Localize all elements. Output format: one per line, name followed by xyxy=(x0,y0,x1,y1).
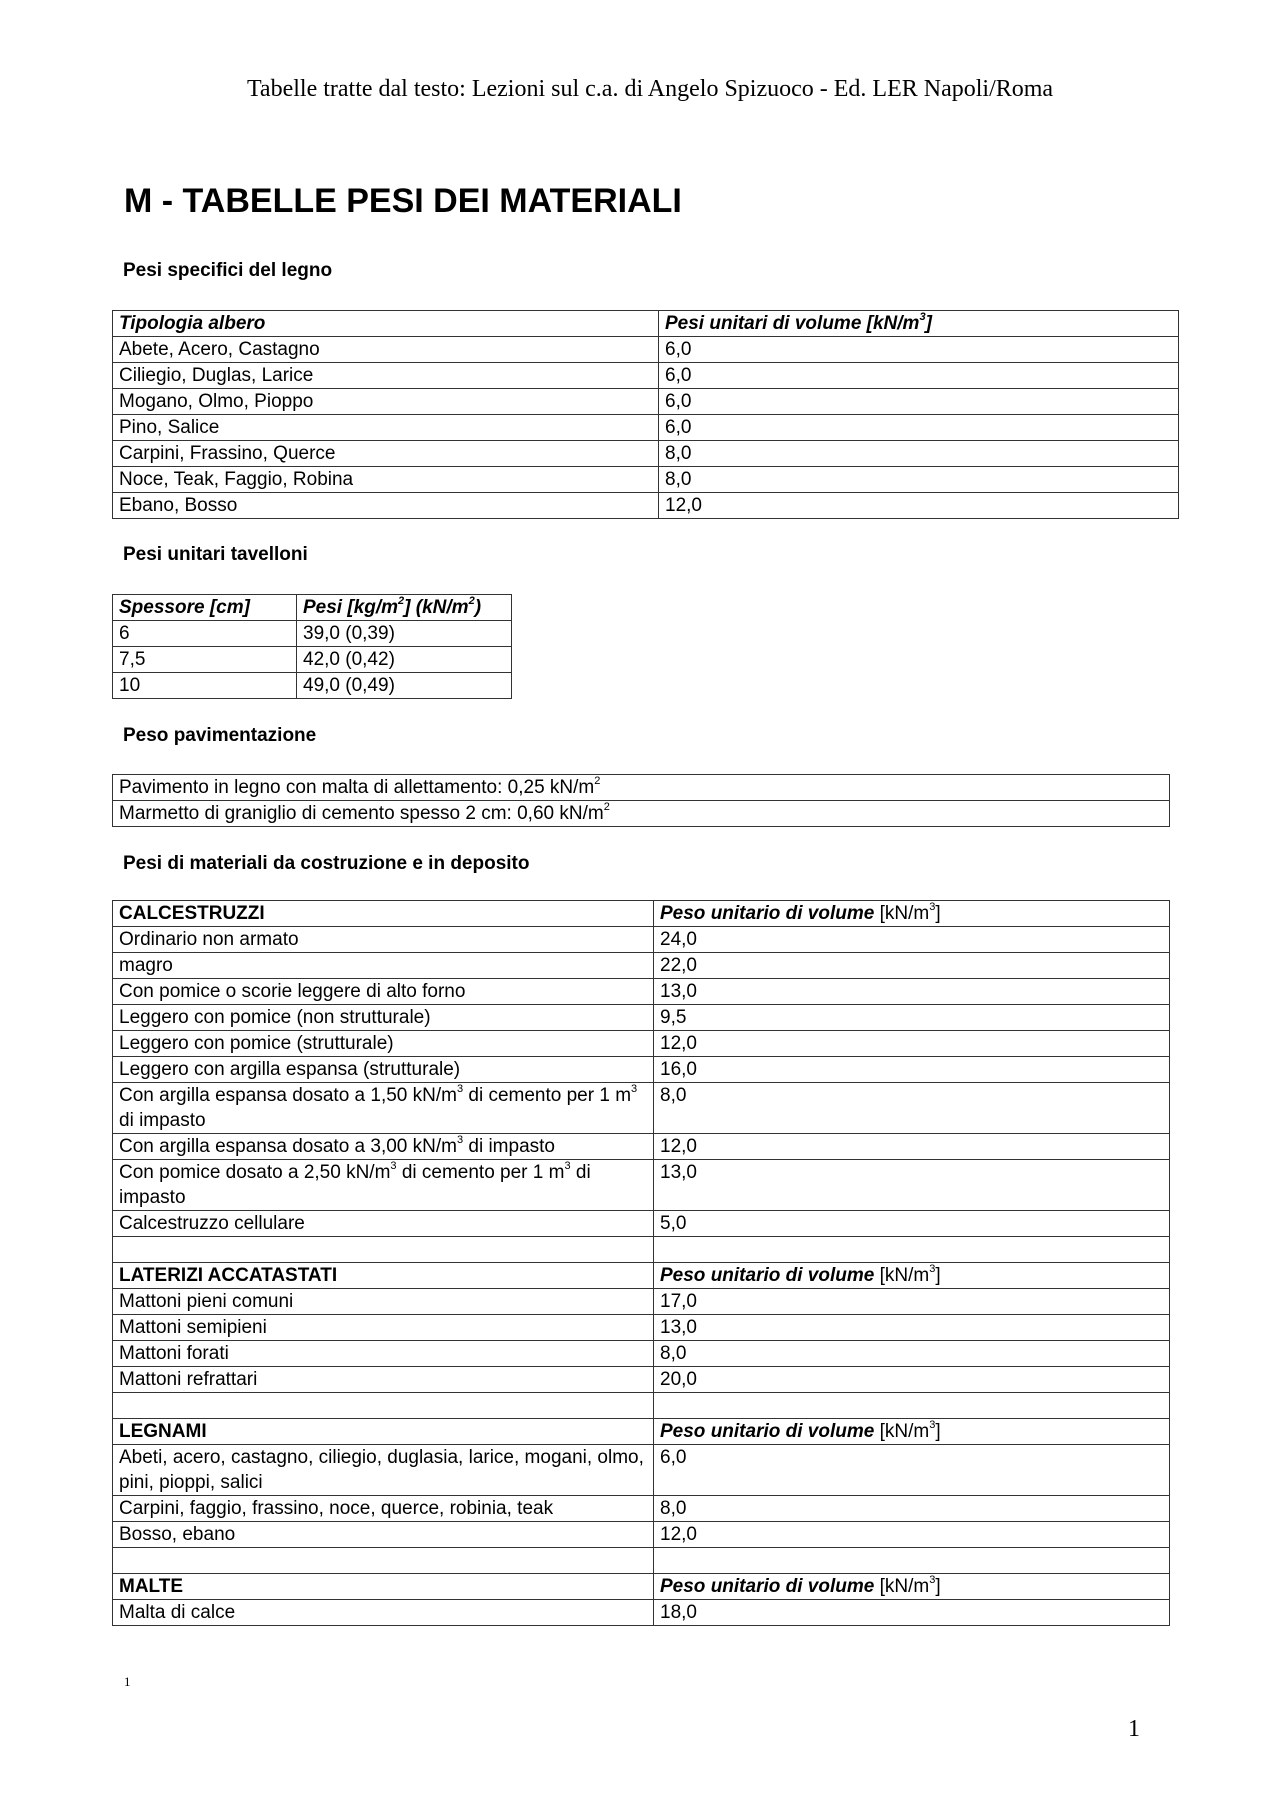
cell-text: Mogano, Olmo, Pioppo xyxy=(119,391,314,412)
table-row xyxy=(113,389,1179,415)
table-cell-value xyxy=(659,389,1179,415)
cell-text: Peso unitario di volume xyxy=(660,1421,875,1442)
superscript: 3 xyxy=(390,1160,397,1172)
table-cell-value xyxy=(654,901,1170,927)
table-cell-value xyxy=(654,1393,1170,1419)
table-row xyxy=(113,1445,1170,1496)
table-row xyxy=(113,1263,1170,1289)
superscript: 2 xyxy=(398,595,405,607)
table-cell-label xyxy=(113,801,1170,827)
table-cell-value xyxy=(659,363,1179,389)
table-cell-label xyxy=(113,647,297,673)
cell-text: Mattoni semipieni xyxy=(119,1317,267,1338)
table-row xyxy=(113,1134,1170,1160)
table-row xyxy=(113,1031,1170,1057)
table-row xyxy=(113,1237,1170,1263)
cell-text: Noce, Teak, Faggio, Robina xyxy=(119,469,354,490)
cell-text: Con pomice dosato a 2,50 kN/m xyxy=(119,1162,391,1183)
table-row xyxy=(113,337,1179,363)
cell-text: 8,0 xyxy=(665,443,692,464)
table-cell-label xyxy=(113,979,654,1005)
cell-text: magro xyxy=(119,955,173,976)
table-cell-value xyxy=(654,1574,1170,1600)
cell-text: di impasto xyxy=(119,1162,591,1208)
cell-text: 5,0 xyxy=(660,1213,687,1234)
table-cell-label xyxy=(113,1057,654,1083)
table-cell-label xyxy=(113,1083,654,1134)
cell-text: Pino, Salice xyxy=(119,417,220,438)
cell-text: Leggero con pomice (strutturale) xyxy=(119,1033,394,1054)
cell-text: 12,0 xyxy=(660,1033,697,1054)
cell-text: ) xyxy=(474,597,482,618)
table-cell-label xyxy=(113,1367,654,1393)
superscript: 2 xyxy=(603,801,610,813)
table-cell-value xyxy=(654,1600,1170,1626)
table-cell-label xyxy=(113,1289,654,1315)
table-cell-value xyxy=(654,1005,1170,1031)
table-cell-label xyxy=(113,1263,654,1289)
table-cell-label xyxy=(113,1548,654,1574)
cell-text: 13,0 xyxy=(660,981,697,1002)
table-row xyxy=(113,1419,1170,1445)
cell-text: Mattoni pieni comuni xyxy=(119,1291,294,1312)
cell-text: 39,0 (0,39) xyxy=(303,623,395,644)
table-cell-label xyxy=(113,311,659,337)
table-row xyxy=(113,927,1170,953)
cell-text: Pesi [kg/m xyxy=(303,597,399,618)
cell-text: Peso unitario di volume xyxy=(660,1576,875,1597)
table-row xyxy=(113,1522,1170,1548)
table-cell-label xyxy=(113,595,297,621)
table-row xyxy=(113,311,1179,337)
table-cell-label xyxy=(113,927,654,953)
running-header: Tabelle tratte dal testo: Lezioni sul c.a. di Angelo Spizuoco - Ed. LER Napoli/Roma xyxy=(246,76,1054,102)
table-cell-value xyxy=(297,673,512,699)
table-cell-label xyxy=(113,1031,654,1057)
cell-text: ] xyxy=(935,903,941,924)
superscript: 2 xyxy=(468,595,475,607)
cell-text: Con argilla espansa dosato a 1,50 kN/m xyxy=(119,1085,457,1106)
cell-text: di impasto xyxy=(463,1136,555,1157)
cell-text: 9,5 xyxy=(660,1007,687,1028)
cell-text: Peso unitario di volume xyxy=(660,1265,875,1286)
table-cell-value xyxy=(654,1134,1170,1160)
cell-text: 8,0 xyxy=(660,1343,687,1364)
cell-text: Mattoni forati xyxy=(119,1343,229,1364)
table-cell-value xyxy=(654,1522,1170,1548)
superscript: 3 xyxy=(929,901,936,913)
table-cell-label xyxy=(113,389,659,415)
table-row xyxy=(113,1057,1170,1083)
table-cell-label xyxy=(113,415,659,441)
table-row xyxy=(113,953,1170,979)
table-cell-value xyxy=(654,1289,1170,1315)
cell-text: di impasto xyxy=(119,1110,206,1131)
section-heading-tavelloni: Pesi unitari tavelloni xyxy=(123,544,308,565)
cell-text: 12,0 xyxy=(665,495,702,516)
cell-text: LATERIZI ACCATASTATI xyxy=(119,1265,338,1286)
cell-text: 8,0 xyxy=(665,469,692,490)
section-heading-wood: Pesi specifici del legno xyxy=(123,260,333,281)
table-cell-value xyxy=(654,927,1170,953)
table-row xyxy=(113,595,512,621)
table-row xyxy=(113,901,1170,927)
cell-text: 12,0 xyxy=(660,1524,697,1545)
table-cell-value xyxy=(654,979,1170,1005)
cell-text: ] xyxy=(935,1265,941,1286)
table-row xyxy=(113,801,1170,827)
cell-text: Leggero con argilla espansa (strutturale) xyxy=(119,1059,461,1080)
cell-text: Bosso, ebano xyxy=(119,1524,236,1545)
cell-text: ] xyxy=(935,1576,941,1597)
table-cell-value xyxy=(659,493,1179,519)
table-row xyxy=(113,441,1179,467)
table-cell-label xyxy=(113,337,659,363)
cell-text: Spessore [cm] xyxy=(119,597,250,618)
table-cell-label xyxy=(113,1393,654,1419)
table-row xyxy=(113,1341,1170,1367)
superscript: 3 xyxy=(564,1160,571,1172)
table-cell-label xyxy=(113,1419,654,1445)
table-cell-value xyxy=(654,953,1170,979)
table-cell-label xyxy=(113,901,654,927)
table-tavelloni xyxy=(112,594,512,699)
cell-text: Calcestruzzo cellulare xyxy=(119,1213,305,1234)
table-cell-value xyxy=(659,337,1179,363)
cell-text: 6,0 xyxy=(665,391,692,412)
table-flooring xyxy=(112,774,1170,827)
table-row xyxy=(113,415,1179,441)
table-cell-value xyxy=(297,647,512,673)
table-row xyxy=(113,1160,1170,1211)
cell-text: 18,0 xyxy=(660,1602,697,1623)
table-cell-label xyxy=(113,1445,654,1496)
table-cell-value xyxy=(654,1445,1170,1496)
table-cell-label xyxy=(113,441,659,467)
cell-text: Tipologia albero xyxy=(119,313,266,334)
cell-text: 12,0 xyxy=(660,1136,697,1157)
table-cell-value xyxy=(654,1031,1170,1057)
table-cell-value xyxy=(654,1496,1170,1522)
table-cell-label xyxy=(113,1211,654,1237)
superscript: 3 xyxy=(631,1083,638,1095)
table-row xyxy=(113,363,1179,389)
superscript: 3 xyxy=(929,1263,936,1275)
cell-text: Abete, Acero, Castagno xyxy=(119,339,320,360)
table-cell-value xyxy=(659,311,1179,337)
table-cell-label xyxy=(113,1600,654,1626)
table-cell-value xyxy=(654,1083,1170,1134)
cell-text: CALCESTRUZZI xyxy=(119,903,265,924)
section-heading-flooring: Peso pavimentazione xyxy=(123,725,317,746)
table-cell-value xyxy=(654,1367,1170,1393)
table-cell-value xyxy=(297,595,512,621)
table-row xyxy=(113,1600,1170,1626)
table-cell-label xyxy=(113,1574,654,1600)
cell-text: ] xyxy=(925,313,932,334)
table-cell-label xyxy=(113,363,659,389)
table-cell-label xyxy=(113,493,659,519)
cell-text: ] xyxy=(935,1421,941,1442)
table-cell-value xyxy=(654,1315,1170,1341)
table-wood-weights xyxy=(112,310,1179,519)
table-row xyxy=(113,1548,1170,1574)
table-row xyxy=(113,1574,1170,1600)
page-number: 1 xyxy=(1128,1716,1140,1742)
table-row xyxy=(113,979,1170,1005)
table-cell-value xyxy=(654,1160,1170,1211)
table-row xyxy=(113,1083,1170,1134)
table-row xyxy=(113,647,512,673)
superscript: 3 xyxy=(929,1574,936,1586)
cell-text: [kN/m xyxy=(874,1265,930,1286)
table-cell-label xyxy=(113,467,659,493)
table-cell-value xyxy=(654,1237,1170,1263)
cell-text: 7,5 xyxy=(119,649,146,670)
page-title: M - TABELLE PESI DEI MATERIALI xyxy=(124,182,682,220)
table-cell-label xyxy=(113,1237,654,1263)
cell-text: 6,0 xyxy=(660,1447,687,1468)
cell-text: 6,0 xyxy=(665,339,692,360)
table-cell-label xyxy=(113,1341,654,1367)
table-cell-value xyxy=(659,467,1179,493)
cell-text: Pavimento in legno con malta di allettamento: 0,25 kN/m xyxy=(119,777,595,798)
table-row xyxy=(113,775,1170,801)
cell-text: Pesi unitari di volume [kN/m xyxy=(665,313,920,334)
cell-text: Con pomice o scorie leggere di alto forno xyxy=(119,981,466,1002)
table-row xyxy=(113,467,1179,493)
superscript: 3 xyxy=(456,1083,464,1095)
table-cell-value xyxy=(659,415,1179,441)
cell-text: ] (kN/m xyxy=(404,597,469,618)
cell-text: di cemento per 1 m xyxy=(463,1085,632,1106)
table-row xyxy=(113,1289,1170,1315)
cell-text: 8,0 xyxy=(660,1085,687,1106)
table-cell-label xyxy=(113,1160,654,1211)
cell-text: 6,0 xyxy=(665,365,692,386)
cell-text: 8,0 xyxy=(660,1498,687,1519)
table-row xyxy=(113,493,1179,519)
table-row xyxy=(113,1496,1170,1522)
cell-text: Mattoni refrattari xyxy=(119,1369,258,1390)
cell-text: 24,0 xyxy=(660,929,697,950)
table-cell-value xyxy=(654,1419,1170,1445)
cell-text: 6,0 xyxy=(665,417,692,438)
table-cell-value xyxy=(654,1057,1170,1083)
table-cell-label xyxy=(113,673,297,699)
cell-text: Leggero con pomice (non strutturale) xyxy=(119,1007,431,1028)
table-row xyxy=(113,1367,1170,1393)
cell-text: 13,0 xyxy=(660,1317,697,1338)
table-row xyxy=(113,1211,1170,1237)
table-cell-value xyxy=(654,1211,1170,1237)
table-cell-value xyxy=(654,1341,1170,1367)
cell-text: MALTE xyxy=(119,1576,184,1597)
footnote-marker: 1 xyxy=(124,1674,131,1689)
table-cell-value xyxy=(654,1263,1170,1289)
table-row xyxy=(113,1393,1170,1419)
cell-text: Peso unitario di volume xyxy=(660,903,875,924)
cell-text: 6 xyxy=(119,623,130,644)
cell-text: 42,0 (0,42) xyxy=(303,649,395,670)
table-row xyxy=(113,621,512,647)
superscript: 3 xyxy=(919,311,926,323)
cell-text: [kN/m xyxy=(874,1576,930,1597)
table-cell-label xyxy=(113,1005,654,1031)
table-cell-label xyxy=(113,621,297,647)
cell-text: Carpini, faggio, frassino, noce, querce, robinia, teak xyxy=(119,1498,554,1519)
table-cell-label xyxy=(113,1315,654,1341)
cell-text: Con argilla espansa dosato a 3,00 kN/m xyxy=(119,1136,457,1157)
table-cell-label xyxy=(113,775,1170,801)
cell-text: 22,0 xyxy=(660,955,697,976)
cell-text: Ebano, Bosso xyxy=(119,495,238,516)
table-row xyxy=(113,1005,1170,1031)
table-cell-label xyxy=(113,953,654,979)
superscript: 2 xyxy=(594,775,601,787)
cell-text: [kN/m xyxy=(874,903,930,924)
cell-text: 13,0 xyxy=(660,1162,697,1183)
cell-text: 17,0 xyxy=(660,1291,697,1312)
cell-text: Carpini, Frassino, Querce xyxy=(119,443,336,464)
table-cell-value xyxy=(659,441,1179,467)
cell-text: 20,0 xyxy=(660,1369,697,1390)
section-heading-building-materials: Pesi di materiali da costruzione e in deposito xyxy=(123,853,530,874)
cell-text: 49,0 (0,49) xyxy=(303,675,395,696)
table-cell-value xyxy=(297,621,512,647)
table-row xyxy=(113,673,512,699)
table-building-materials xyxy=(112,900,1170,1626)
cell-text: Ordinario non armato xyxy=(119,929,299,950)
table-row xyxy=(113,1315,1170,1341)
superscript: 3 xyxy=(929,1419,936,1431)
cell-text: 16,0 xyxy=(660,1059,697,1080)
cell-text: Marmetto di graniglio di cemento spesso 2 cm: 0,60 kN/m xyxy=(119,803,604,824)
cell-text: Malta di calce xyxy=(119,1602,236,1623)
superscript: 3 xyxy=(456,1134,464,1146)
cell-text: di cemento per 1 m xyxy=(396,1162,565,1183)
cell-text: 10 xyxy=(119,675,141,696)
table-cell-label xyxy=(113,1522,654,1548)
table-cell-label xyxy=(113,1496,654,1522)
cell-text: [kN/m xyxy=(874,1421,930,1442)
table-cell-value xyxy=(654,1548,1170,1574)
cell-text: Abeti, acero, castagno, ciliegio, duglasia, larice, mogani, olmo, pini, pioppi, salici xyxy=(119,1447,644,1493)
table-cell-label xyxy=(113,1134,654,1160)
cell-text: Ciliegio, Duglas, Larice xyxy=(119,365,314,386)
cell-text: LEGNAMI xyxy=(119,1421,207,1442)
